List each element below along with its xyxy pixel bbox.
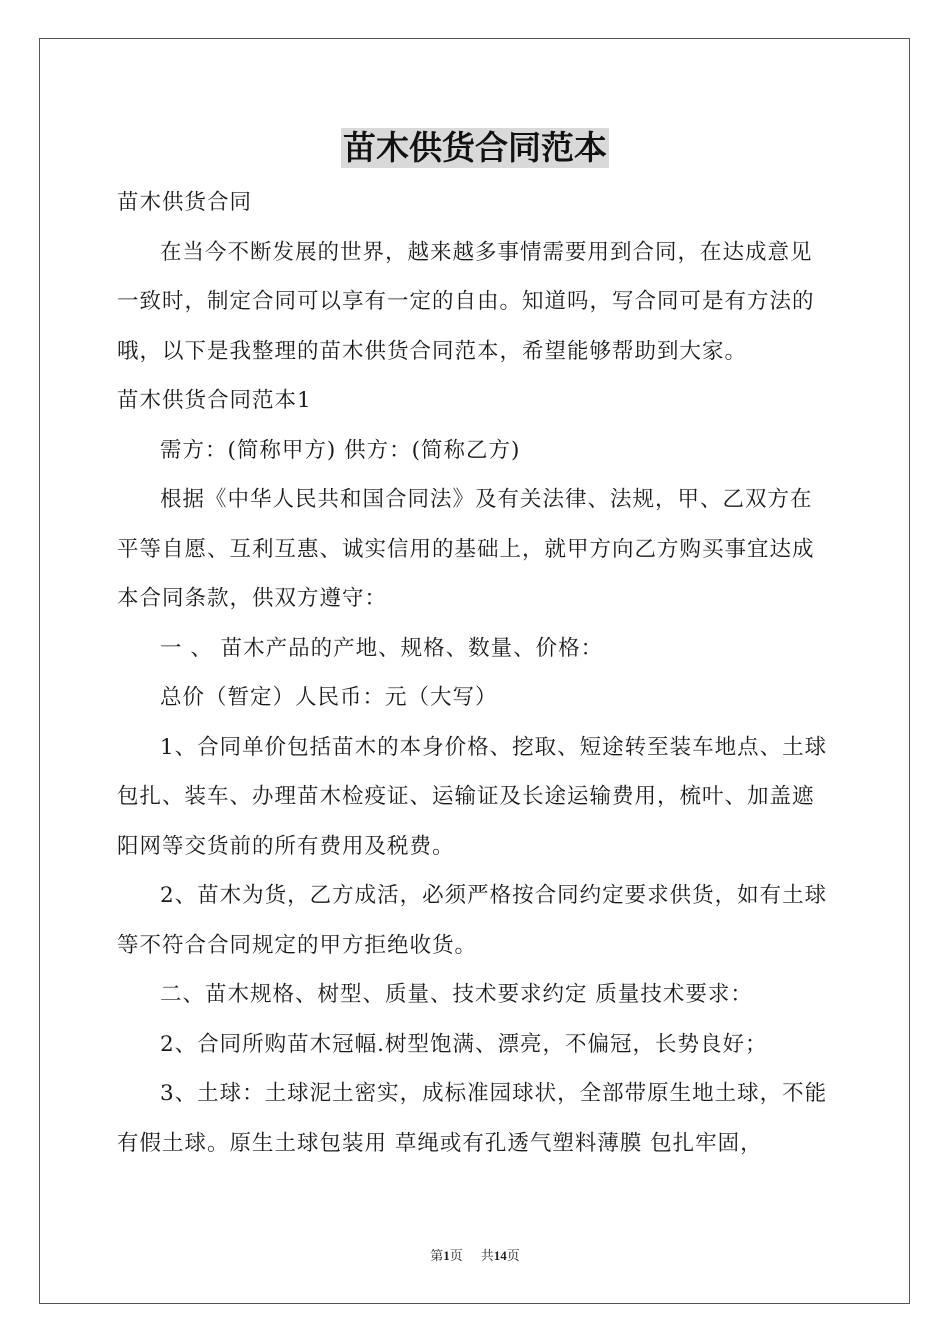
paragraph: 1、合同单价包括苗木的本身价格、挖取、短途转至装车地点、土球包扎、装车、办理苗木检疫证、运输证及长途运输费用，梳叶、加盖遮阳网等交货前的所有费用及税费。 [117, 734, 828, 859]
paragraph: 苗木供货合同 [117, 190, 253, 215]
paragraph: 苗木供货合同范本1 [117, 388, 312, 413]
title-container [0, 128, 950, 168]
page-number: 1 [443, 1248, 450, 1263]
paragraph: 3、土球：土球泥土密实，成标准园球状，全部带原生地土球，不能有假土球。原生土球包装用 草绳或有孔透气塑料薄膜 包扎牢固， [117, 1081, 828, 1156]
document-title: 苗木供货合同范本 [343, 128, 607, 167]
paragraph: 总价（暂定）人民币：元（大写） [160, 685, 498, 710]
paragraph: 2、苗木为货，乙方成活，必须严格按合同约定要求供货，如有土球等不符合合同规定的甲方拒绝收货。 [117, 883, 828, 958]
total-pages: 14 [493, 1248, 507, 1263]
paragraph: 需方：(简称甲方) 供方：(简称乙方) [160, 437, 521, 463]
paragraph: 2、合同所购苗木冠幅.树型饱满、漂亮，不偏冠，长势良好； [160, 1031, 768, 1057]
total-suffix: 页 [506, 1248, 520, 1263]
page-prefix: 第 [430, 1248, 444, 1263]
page-suffix: 页 [449, 1248, 463, 1263]
page-footer [0, 1245, 950, 1264]
paragraph: 二、苗木规格、树型、质量、技术要求约定 质量技术要求： [160, 982, 753, 1007]
paragraph: 根据《中华人民共和国合同法》及有关法律、法规，甲、乙双方在平等自愿、互利互惠、诚实信用的基础上，就甲方向乙方购买事宜达成本合同条款，供双方遵守： [117, 487, 815, 611]
total-prefix: 共 [480, 1248, 494, 1263]
paragraph: 一 、 苗木产品的产地、规格、数量、价格： [160, 635, 604, 661]
paragraph: 在当今不断发展的世界，越来越多事情需要用到合同，在达成意见一致时，制定合同可以享有一定的自由。知道吗，写合同可是有方法的哦，以下是我整理的苗木供货合同范本，希望能够帮助到大家。 [117, 239, 815, 364]
document-body [117, 178, 833, 1168]
